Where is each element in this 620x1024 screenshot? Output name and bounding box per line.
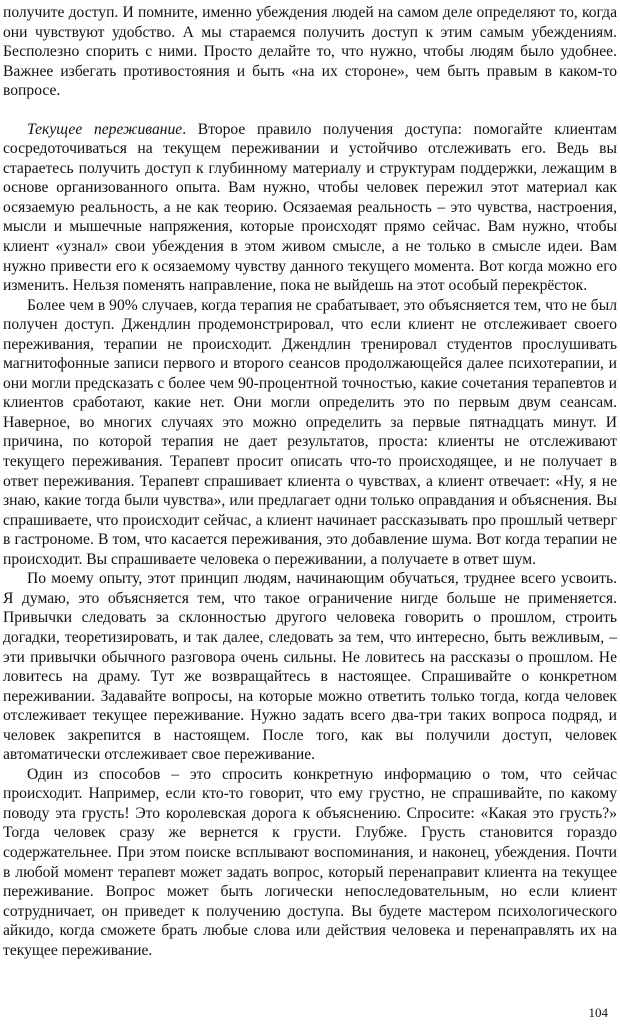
paragraph-3-text: Более чем в 90% случаев, когда терапия не срабатывает, это объясняется тем, что не был получен доступ. Джендлин продемонстрировал, что если клиент не отслеживает своего переживания, терапии не происходит. Джендлин тренировал студентов прослушивать магнитофонные записи первого и второго сеансов продолжающейся далее психотерапии, и они могли предсказать с более чем 90-процентной точностью, какие сочетания терапевтов и клиентов сработают, какие нет. Они могли определить это по первым двум сеансам. Наверное, во многих случаях это можно определить за первые пятнадцать минут. И причина, по которой терапия не дает результатов, проста: клиенты не отслеживают текущего переживания. Терапевт просит описать что-то происходящее, и не получает в ответ переживания. Терапевт спрашивает клиента о чувствах, а клиент отвечает: «Ну, я не знаю, какие тогда были чувства», или предлагает одни только оправдания и объяснения. Вы спрашиваете, что происходит сейчас, а клиент начинает рассказывать про прошлый четверг в гастрономе. В том, что касается переживания, это добавление шума. Вот когда терапии не происходит. Вы спрашиваете человека о переживании, а получаете в ответ шум. [3, 296, 617, 568]
paragraph-1-text: получите доступ. И помните, именно убеждения людей на самом деле определяют то, когда они чувствуют удобство. А мы стараемся получить доступ к этим самым убеждениям. Бесполезно спорить с ними. Просто делайте то, что нужно, чтобы людям было удобнее. Важнее избегать противостояния и быть «на их стороне», чем быть правым в каком-то вопросе. [3, 4, 617, 100]
paragraph-3 [3, 296, 617, 570]
paragraph-2-lead: Текущее переживание [27, 120, 183, 138]
page-body [3, 3, 617, 960]
paragraph-1 [3, 3, 617, 101]
paragraph-5-text: Один из способов – это спросить конкретную информацию о том, что сейчас происходит. Например, если кто-то говорит, что ему грустно, не спрашивайте, по какому поводу эта грусть! Это королевская дорога к объяснению. Спросите: «Какая это грусть?» Тогда человек сразу же вернется к грусти. Глубже. Грусть становится гораздо содержательнее. При этом поиске всплывают воспоминания, и наконец, убеждения. Почти в любой момент терапевт может задать вопрос, который перенаправит клиента на текущее переживание. Вопрос может быть логически непоследовательным, но если клиент сотрудничает, он приведет к получению доступа. Вы будете мастером психологического айкидо, когда сможете брать любые слова или действия человека и перенаправлять их на текущее переживание. [3, 765, 617, 959]
paragraph-5 [3, 765, 617, 960]
paragraph-2 [3, 120, 617, 296]
paragraph-2-text: . Второе правило получения доступа: помогайте клиентам сосредоточиваться на текущем переживании и устойчиво отслеживать его. Ведь вы стараетесь получить доступ к глубинному материалу и структурам поддержки, лежащим в основе организованного опыта. Вам нужно, чтобы человек пережил этот материал как осязаемую реальность, а не как теорию. Осязаемая реальность – это чувства, настроения, мысли и мышечные напряжения, которые происходят прямо сейчас. Вам нужно, чтобы клиент «узнал» свои убеждения в этом живом смысле, а не только в смысле идеи. Вам нужно привести его к осязаемому чувству данного текущего момента. Вот когда можно его изменить. Нельзя поменять направление, пока не выйдешь на этот особый перекрёсток. [3, 120, 617, 295]
page-number: 104 [588, 1005, 608, 1020]
paragraph-gap [3, 101, 617, 120]
paragraph-4-text: По моему опыту, этот принцип людям, начинающим обучаться, труднее всего усвоить. Я думаю, это объясняется тем, что такое ограничение нигде больше не применяется. Привычки следовать за склонностью другого человека говорить о прошлом, строить догадки, теоретизировать, и так далее, следовать за тем, что интересно, быть вежливым, – эти привычки обычного разговора очень сильны. Не ловитесь на рассказы о прошлом. Не ловитесь на драму. Тут же возвращайтесь в настоящее. Спрашивайте о конкретном переживании. Задавайте вопросы, на которые можно ответить только тогда, когда человек отслеживает текущее переживание. Нужно задать всего два-три таких вопроса подряд, и человек закрепится в настоящем. После того, как вы получили доступ, человек автоматически отслеживает свое переживание. [3, 570, 617, 764]
paragraph-4 [3, 569, 617, 764]
